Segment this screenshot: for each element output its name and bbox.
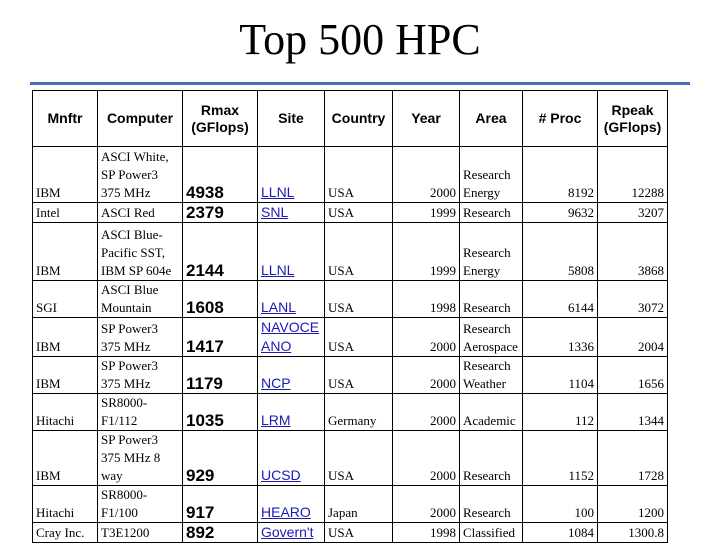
cell-country: USA: [325, 147, 393, 203]
site-link[interactable]: LLNL: [261, 262, 295, 278]
site-link[interactable]: Govern't: [261, 524, 314, 540]
cell-computer: SP Power3 375 MHz 8 way: [98, 431, 183, 486]
cell-rpeak: 12288: [598, 147, 668, 203]
header-row: [33, 91, 668, 147]
site-link[interactable]: LLNL: [261, 184, 295, 200]
cell-mnftr: IBM: [33, 147, 98, 203]
cell-rmax: 1035: [183, 394, 258, 431]
cell-computer: ASCI Blue- Pacific SST, IBM SP 604e: [98, 223, 183, 281]
table-row: [33, 281, 668, 318]
cell-area: Classified: [460, 523, 523, 543]
cell-country: USA: [325, 318, 393, 357]
cell-proc: 6144: [523, 281, 598, 318]
col-header-site: Site: [258, 91, 325, 147]
cell-site: [258, 431, 325, 486]
cell-year: 2000: [393, 147, 460, 203]
cell-rpeak: 3207: [598, 203, 668, 223]
cell-rpeak: 1300.8: [598, 523, 668, 543]
cell-site: [258, 318, 325, 357]
cell-proc: 100: [523, 486, 598, 523]
col-header-rpeak: Rpeak (GFlops): [598, 91, 668, 147]
cell-mnftr: Hitachi: [33, 394, 98, 431]
cell-area: Research Energy: [460, 147, 523, 203]
table-row: [33, 486, 668, 523]
cell-rmax: 2144: [183, 223, 258, 281]
cell-year: 1999: [393, 203, 460, 223]
cell-area: Academic: [460, 394, 523, 431]
cell-country: USA: [325, 281, 393, 318]
cell-proc: 1084: [523, 523, 598, 543]
cell-mnftr: Hitachi: [33, 486, 98, 523]
cell-computer: ASCI Blue Mountain: [98, 281, 183, 318]
title-divider: [30, 82, 690, 85]
cell-rmax: 917: [183, 486, 258, 523]
cell-country: USA: [325, 431, 393, 486]
cell-year: 2000: [393, 486, 460, 523]
site-link[interactable]: HEARO: [261, 504, 311, 520]
cell-year: 1999: [393, 223, 460, 281]
cell-rpeak: 1656: [598, 357, 668, 394]
slide-title: Top 500 HPC: [239, 15, 481, 64]
cell-proc: 1152: [523, 431, 598, 486]
cell-year: 1998: [393, 281, 460, 318]
cell-area: Research Weather: [460, 357, 523, 394]
cell-year: 2000: [393, 431, 460, 486]
cell-year: 1998: [393, 523, 460, 543]
cell-mnftr: IBM: [33, 223, 98, 281]
cell-rmax: 1179: [183, 357, 258, 394]
cell-year: 2000: [393, 394, 460, 431]
cell-area: Research: [460, 203, 523, 223]
cell-proc: 112: [523, 394, 598, 431]
site-link[interactable]: LRM: [261, 412, 291, 428]
col-header-area: Area: [460, 91, 523, 147]
cell-computer: SP Power3 375 MHz: [98, 357, 183, 394]
cell-rpeak: 1344: [598, 394, 668, 431]
cell-computer: T3E1200: [98, 523, 183, 543]
cell-rmax: 892: [183, 523, 258, 543]
cell-computer: ASCI White, SP Power3 375 MHz: [98, 147, 183, 203]
cell-mnftr: Cray Inc.: [33, 523, 98, 543]
top500-table: [32, 90, 668, 543]
cell-mnftr: Intel: [33, 203, 98, 223]
col-header-country: Country: [325, 91, 393, 147]
table-row: [33, 203, 668, 223]
col-header-year: Year: [393, 91, 460, 147]
table-row: [33, 223, 668, 281]
col-header-mnftr: Mnftr: [33, 91, 98, 147]
col-header-rmax: Rmax (GFlops): [183, 91, 258, 147]
cell-area: Research: [460, 281, 523, 318]
cell-year: 2000: [393, 318, 460, 357]
cell-rpeak: 1200: [598, 486, 668, 523]
cell-rmax: 2379: [183, 203, 258, 223]
cell-site: [258, 147, 325, 203]
cell-site: [258, 281, 325, 318]
cell-mnftr: IBM: [33, 357, 98, 394]
table-row: [33, 431, 668, 486]
cell-site: [258, 357, 325, 394]
cell-proc: 1336: [523, 318, 598, 357]
cell-computer: SR8000- F1/112: [98, 394, 183, 431]
cell-computer: ASCI Red: [98, 203, 183, 223]
cell-mnftr: SGI: [33, 281, 98, 318]
table-row: [33, 394, 668, 431]
cell-computer: SP Power3 375 MHz: [98, 318, 183, 357]
cell-site: [258, 223, 325, 281]
cell-country: Germany: [325, 394, 393, 431]
cell-area: Research Aerospace: [460, 318, 523, 357]
cell-mnftr: IBM: [33, 431, 98, 486]
cell-proc: 9632: [523, 203, 598, 223]
cell-area: Research: [460, 431, 523, 486]
cell-area: Research Energy: [460, 223, 523, 281]
cell-proc: 5808: [523, 223, 598, 281]
cell-computer: SR8000- F1/100: [98, 486, 183, 523]
col-header-computer: Computer: [98, 91, 183, 147]
cell-area: Research: [460, 486, 523, 523]
cell-mnftr: IBM: [33, 318, 98, 357]
cell-country: USA: [325, 203, 393, 223]
cell-year: 2000: [393, 357, 460, 394]
cell-country: USA: [325, 523, 393, 543]
table-row: [33, 357, 668, 394]
cell-rpeak: 3868: [598, 223, 668, 281]
cell-rmax: 929: [183, 431, 258, 486]
cell-site: [258, 394, 325, 431]
cell-rpeak: 2004: [598, 318, 668, 357]
table-row: [33, 147, 668, 203]
site-link[interactable]: NAVOCE ANO: [261, 319, 320, 354]
cell-country: USA: [325, 223, 393, 281]
cell-rmax: 1608: [183, 281, 258, 318]
cell-proc: 8192: [523, 147, 598, 203]
table-row: [33, 318, 668, 357]
cell-proc: 1104: [523, 357, 598, 394]
cell-rmax: 4938: [183, 147, 258, 203]
cell-country: Japan: [325, 486, 393, 523]
cell-site: [258, 486, 325, 523]
cell-rmax: 1417: [183, 318, 258, 357]
cell-country: USA: [325, 357, 393, 394]
site-link[interactable]: UCSD: [261, 467, 301, 483]
cell-rpeak: 3072: [598, 281, 668, 318]
col-header-proc: # Proc: [523, 91, 598, 147]
cell-rpeak: 1728: [598, 431, 668, 486]
site-link[interactable]: LANL: [261, 299, 297, 315]
site-link[interactable]: NCP: [261, 375, 291, 391]
site-link[interactable]: SNL: [261, 204, 289, 220]
cell-site: [258, 203, 325, 223]
